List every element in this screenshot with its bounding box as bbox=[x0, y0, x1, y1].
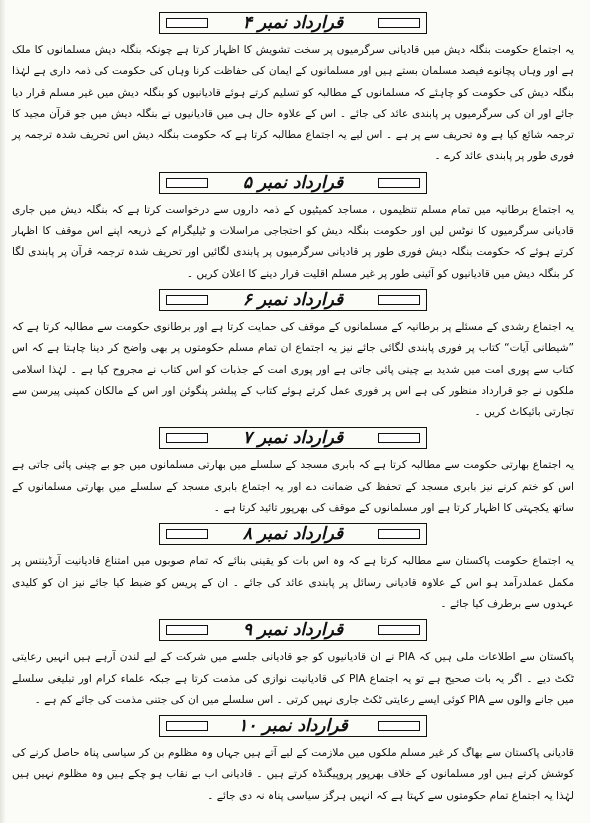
resolution-paragraph: قادیانی پاکستان سے بھاگ کر غیر مسلم ملکوں میں ملازمت کے لیے آتے ہیں جہاں وہ مظلوم بن کر سیاسی پناہ حاصل کرنے کی کوشش کرتے ہیں اور مسلمانوں کے خلاف بھرپور پروپیگنڈہ کرتے ہیں ۔ قادیانی اب بے نقاب ہو چکے ہیں وہ مظلوم نہیں ہیں لہٰذا یہ اجتماع تمام حکومتوں سے کہتا ہے کہ انہیں ہرگز سیاسی پناہ نہ دی جائے ۔ bbox=[12, 747, 574, 802]
resolution-paragraph: پاکستان سے اطلاعات ملی ہیں کہ PIA نے ان قادیانیوں کو جو قادیانی جلسے میں شرکت کے لیے لندن آرہے ہیں انہیں رعایتی ٹکٹ دیے ۔ اگر یہ بات صحیح ہے تو یہ اجتماع PIA کی قادیانیت نوازی کی مذمت کرتا ہے جبکہ علماء کرام اور تبلیغی سلسلے میں جانے والوں سے PIA کوئی ایسے رعایتی ٹکٹ جاری نہیں کرتی ۔ اس سلسلے میں ان کی جتنی مذمت کی جائے کم ہے ۔ bbox=[12, 651, 575, 706]
resolution-heading: قرارداد نمبر ۴ bbox=[237, 13, 349, 33]
resolution-heading-box bbox=[159, 427, 427, 449]
resolution-heading-box bbox=[159, 12, 427, 34]
resolution-heading: قرارداد نمبر ۸ bbox=[237, 524, 349, 544]
resolution-heading: قرارداد نمبر ۶ bbox=[237, 290, 349, 310]
resolution-heading-row bbox=[10, 425, 576, 451]
resolution-heading: قرارداد نمبر ۷ bbox=[237, 428, 349, 448]
resolution-heading: قرارداد نمبر ۱۰ bbox=[232, 716, 353, 736]
resolution-paragraph: یہ اجتماع بھارتی حکومت سے مطالبہ کرتا ہے کہ بابری مسجد کے سلسلے میں بھارتی مسلمانوں میں جو بے چینی پائی جاتی ہے اس کو ختم کرنے نیز بابری مسجد کے تحفظ کی ضمانت دے اور یہ اجتماع بابری مسجد کے سلسلے میں بھارتی مسلمانوں کے ساتھ یکجہتی کا اظہار کرتا ہے اور مسلمانوں کے موقف کی بھرپور تائید کرتا ہے ۔ bbox=[12, 459, 574, 515]
resolution-10 bbox=[10, 713, 576, 807]
resolution-paragraph: یہ اجتماع رشدی کے مسئلے پر برطانیہ کے مسلمانوں کے موقف کی حمایت کرتا ہے اور برطانوی حکومت سے مطالبہ کرتا ہے کہ ”شیطانی آیات“ کتاب پر فوری پابندی لگائی جائے نیز یہ اجتماع ان تمام مسلم حکومتوں پر بھی واضح کر دینا چاہتا ہے کہ اس کتاب سے پوری امت میں شدید بے چینی پائی جاتی ہے اور پوری امت کے جذبات کو اس کتاب نے مجروح کیا ہے ۔ لہٰذا اسلامی ملکوں نے جو قرارداد منظور کی ہے اس پر فوری عمل کرتے ہوئے کتاب کے پبلشر پنگوئن اور اس کے مالکان کمپنی پیرسن سے تجارتی بائیکاٹ کریں ۔ bbox=[12, 320, 574, 419]
resolution-4 bbox=[10, 10, 576, 168]
resolution-heading-box bbox=[159, 619, 427, 641]
resolution-paragraph: یہ اجتماع برطانیہ میں تمام مسلم تنظیموں ، مساجد کمیٹیوں کے ذمہ داروں سے درخواست کرتا ہے کہ بنگلہ دیش میں جاری قادیانی سرگرمیوں کا نوٹس لیں اور حکومت بنگلہ دیش کو احتجاجی مراسلات و ٹیلیگرام کے ذریعہ اپنے اس موقف کا اظہار کرتے ہوئے کہ حکومت بنگلہ دیش فوری طور پر قادیانی سرگرمیوں پر پابندی لگائیں اور تحریف شدہ ترجمہ قرآن پر پابندی لگا کر بنگلہ دیش میں قادیانیوں کو آئینی طور پر غیر مسلم اقلیت قرار دینے کا اعلان کریں ۔ bbox=[12, 203, 574, 280]
resolution-9 bbox=[10, 617, 576, 711]
resolution-heading-row bbox=[10, 287, 576, 313]
resolution-heading-box bbox=[159, 715, 427, 737]
resolution-heading-box bbox=[159, 172, 427, 194]
resolution-heading-row bbox=[10, 617, 576, 643]
resolution-heading-row bbox=[10, 713, 576, 739]
resolution-7 bbox=[10, 425, 576, 519]
resolution-paragraph: یہ اجتماع حکومت پاکستان سے مطالبہ کرتا ہے کہ وہ اس بات کو یقینی بنائے کہ تمام صوبوں میں امتناع قادیانیت آرڈیننس پر مکمل عملدرآمد ہو اس کے علاوہ قادیانی رسائل پر پابندی عائد کی جائے ۔ ان کے پریس کو ضبط کیا جائے نیز ان کو کلیدی عہدوں سے برطرف کیا جائے ۔ bbox=[12, 555, 574, 610]
resolution-5 bbox=[10, 170, 576, 285]
resolution-heading-box bbox=[159, 289, 427, 311]
page-edge-shadow bbox=[0, 0, 6, 823]
resolution-8 bbox=[10, 521, 576, 615]
resolution-heading-row bbox=[10, 10, 576, 36]
resolution-6 bbox=[10, 287, 576, 423]
resolution-heading: قرارداد نمبر ۹ bbox=[237, 620, 349, 640]
resolution-heading-box bbox=[159, 523, 427, 545]
resolution-paragraph: یہ اجتماع حکومت بنگلہ دیش میں قادیانی سرگرمیوں پر سخت تشویش کا اظہار کرتا ہے چونکہ بنگلہ دیش مسلمانوں کا ملک ہے اور وہاں پچانوے فیصد مسلمان بستے ہیں اور مسلمانوں کے ایمان کی حفاظت کرنا وہاں کی حکومت کی ذمہ داری ہے لہٰذا بنگلہ دیش کی حکومت کو چاہئے کہ مسلمانوں کے مطالبہ کو تسلیم کرتے ہوئے قادیانیوں کو بنگلہ دیش میں غیر مسلم قرار دیا جائے اور ان کی سرگرمیوں پر پابندی عائد کی جائے ۔ اس کے علاوہ حال ہی میں قادیانیوں نے بنگلہ دیش میں جو قرآن مجید کا ترجمہ شائع کیا ہے وہ تحریف سے پر ہے ۔ اس لیے یہ اجتماع مطالبہ کرتا ہے کہ حکومت بنگلہ دیش اس تحریف شدہ ترجمہ پر فوری طور پر پابندی عائد کرے ۔ bbox=[12, 44, 574, 163]
resolution-heading-row bbox=[10, 170, 576, 196]
resolution-heading: قرارداد نمبر ۵ bbox=[237, 173, 349, 193]
resolution-heading-row bbox=[10, 521, 576, 547]
